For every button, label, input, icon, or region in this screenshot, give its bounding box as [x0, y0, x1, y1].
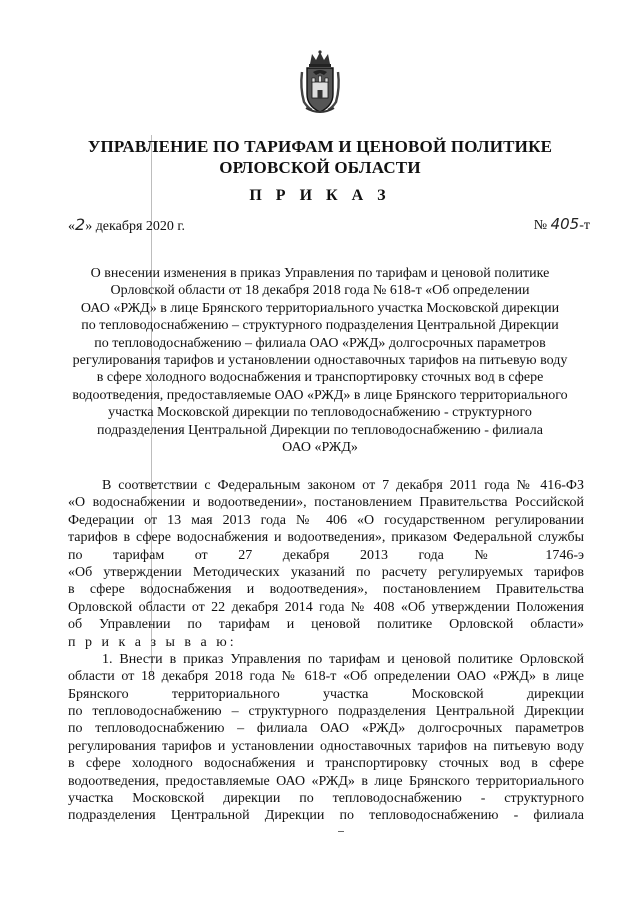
order-subject [60, 265, 580, 456]
body-line: об Управлении по тарифам и ценовой политике Орловской области» [68, 617, 584, 633]
date-day-handwritten: 2 [75, 215, 86, 234]
body-line: участка Московской дирекции по тепловодоснабжению - структурного [68, 791, 584, 807]
subject-line: ОАО «РЖД» в лице Брянского территориального участка Московской дирекции [80, 300, 560, 316]
order-body [68, 477, 584, 825]
body-line: Брянского территориального участка Московской дирекции [68, 686, 584, 702]
body-line: по тарифам от 27 декабря 2013 года № 1746-э [68, 547, 584, 563]
body-line: 1. Внести в приказ Управления по тарифам и ценовой политике Орловской [102, 651, 584, 667]
body-line: Федерации от 13 мая 2013 года № 406 «О государственном регулировании [68, 512, 584, 528]
organization-name-line-2: ОРЛОВСКОЙ ОБЛАСТИ [219, 158, 421, 177]
body-line: «Об утверждении Методических указаний по расчету регулируемых тарифов [68, 564, 584, 580]
number-suffix: -т [579, 218, 590, 233]
body-line: в сфере холодного водоснабжения и транспортировку сточных вод в сфере [68, 756, 584, 772]
organization-name-line-1: УПРАВЛЕНИЕ ПО ТАРИФАМ И ЦЕНОВОЙ ПОЛИТИКЕ [87, 137, 553, 156]
body-line: В соответствии с Федеральным законом от 7 декабря 2011 года № 416-ФЗ [102, 478, 584, 493]
body-line: тарифов в сфере водоснабжения и водоотведения», приказом Федеральной службы [68, 530, 584, 546]
date-open-quote: « [68, 219, 75, 234]
subject-line: в сфере холодного водоснабжения и транспортировку сточных вод в сфере [96, 370, 544, 386]
subject-line: Орловской области от 18 декабря 2018 года № 618-т «Об определении [110, 283, 530, 299]
body-line: по тепловодоснабжению – структурного подразделения Центральной Дирекции [68, 704, 584, 720]
document-title: П Р И К А З [249, 187, 391, 204]
subject-line: водоотведения, предоставляемые ОАО «РЖД» в лице Брянского территориального [72, 387, 568, 403]
body-line: Орловской области от 22 декабря 2014 года № 408 «Об утверждении Положения [68, 599, 584, 615]
number-prefix: № [533, 218, 548, 233]
body-line-order-word: п р и к а з ы в а ю: [68, 634, 237, 650]
subject-line: О внесении изменения в приказ Управления по тарифам и ценовой политике [90, 266, 550, 281]
subject-line: подразделения Центральной Дирекции по тепловодоснабжению - филиала [97, 422, 543, 438]
body-line: по тепловодоснабжению – филиала ОАО «РЖД» долгосрочных параметров [68, 721, 584, 737]
subject-line: ОАО «РЖД» [282, 440, 358, 456]
body-line: в сфере водоснабжения и водоотведения», постановлением Правительства [68, 582, 584, 598]
body-line: регулирования тарифов и установлении одноставочных тарифов на питьевую воду [68, 738, 584, 754]
body-line: водоотведения, предоставляемые ОАО «РЖД» в лице Брянского территориального [68, 773, 584, 789]
subject-line: регулирования тарифов и установлении одноставочных тарифов на питьевую воду [72, 353, 568, 369]
page-mark [338, 831, 344, 832]
subject-line: по тепловодоснабжению – структурного подразделения Центральной Дирекции [81, 318, 559, 334]
subject-line: участка Московской дирекции по тепловодоснабжению - структурного [108, 405, 532, 421]
body-line: области от 18 декабря 2018 года № 618-т «Об определении ОАО «РЖД» в лице [68, 669, 584, 685]
coat-of-arms-icon [298, 50, 342, 116]
date-rest: » декабря 2020 г. [85, 219, 186, 234]
number-handwritten: 405 [550, 215, 580, 233]
order-date [68, 215, 185, 235]
subject-line: по тепловодоснабжению – филиала ОАО «РЖД» долгосрочных параметров [94, 335, 546, 351]
body-line: «О водоснабжении и водоотведении», постановлением Правительства Российской [68, 495, 584, 511]
body-line: подразделения Центральной Дирекции по тепловодоснабжению - филиала [68, 808, 584, 824]
order-number [534, 215, 590, 234]
